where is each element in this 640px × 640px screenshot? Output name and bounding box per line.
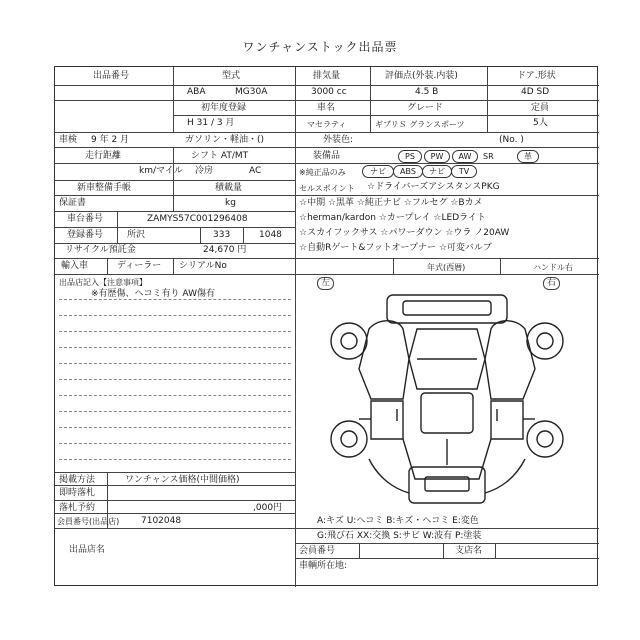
- displacement-value: 3000 cc: [311, 87, 347, 97]
- displacement-label: 排気量: [313, 71, 341, 81]
- plate-class: 333: [213, 230, 231, 240]
- notes-line-1: ※有歴傷、ヘコミ有り AW傷有: [91, 289, 215, 299]
- price-value: ワンチャンス価格(中間価格): [125, 475, 240, 485]
- capacity-label: 定員: [531, 103, 550, 113]
- legend-line-2: G:飛び石 XX:交換 S:サビ W:波有 P:塗装: [317, 531, 482, 541]
- grade-label: グレード: [407, 103, 444, 113]
- equipment-leather: 革: [517, 150, 539, 163]
- equipment-navi-2: ナビ: [422, 165, 452, 178]
- equipment-aw: AW: [452, 150, 478, 163]
- equipment-sr: SR: [483, 152, 494, 161]
- vehicle-location-label: 車輌所在地:: [299, 561, 348, 571]
- equipment-pw: PW: [424, 150, 450, 163]
- selling-points-label: セルスポイント: [299, 184, 355, 193]
- first-reg-value: H 31 / 3 月: [187, 118, 235, 128]
- diagram-left-label: 左: [317, 277, 334, 290]
- mileage-unit: km/マイル: [139, 166, 183, 176]
- lot-number-label: 出品番号: [93, 71, 130, 81]
- plate-number: 1048: [259, 230, 282, 240]
- model-prefix: ABA: [187, 87, 206, 97]
- document-title: ワンチャンストック出品票: [242, 40, 398, 54]
- mileage-label: 走行距離: [85, 151, 122, 161]
- car-damage-diagram: [299, 289, 595, 519]
- capacity-value: 5人: [533, 118, 548, 128]
- import-label: 輸入車: [61, 261, 89, 271]
- car-name-label: 車名: [317, 103, 336, 113]
- shift-value: シフト AT/MT: [191, 151, 249, 161]
- car-name-value: マセラティ: [307, 120, 347, 129]
- selling-point-2: ☆中期 ☆黒革 ☆純正ナビ ☆フルセグ ☆Bカメ: [299, 198, 483, 208]
- serial-number: シリアルNo: [179, 261, 227, 271]
- load-label: 積載量: [215, 183, 243, 193]
- handle-side: ハンドル右: [533, 263, 573, 272]
- selling-point-4: ☆スカイフックサス ☆パワーダウン ☆ウラ ノ20AW: [299, 228, 510, 238]
- equipment-tv: TV: [451, 165, 477, 178]
- import-value: ディーラー: [117, 261, 162, 271]
- selling-point-3: ☆herman/kardon ☆カープレイ ☆LEDライト: [299, 213, 486, 223]
- equipment-abs: ABS: [393, 165, 423, 178]
- color-number: (No. ): [499, 135, 524, 145]
- model-label: 型式: [222, 71, 241, 81]
- notes-label: 出品店記入【注意事項】: [59, 278, 147, 287]
- rating-value: 4.5 B: [415, 87, 439, 97]
- recycle-value: 24,670 円: [203, 245, 247, 255]
- first-reg-label: 初年度登録: [201, 103, 247, 113]
- model-year-label: 年式(西暦): [427, 263, 466, 272]
- model-value: MG30A: [235, 87, 268, 97]
- reserve-label: 落札予約: [59, 503, 96, 513]
- exterior-color-label: 外装色:: [323, 135, 354, 145]
- rating-label: 評価点(外装.内装): [385, 71, 458, 81]
- warranty-label: 保証書: [59, 198, 87, 208]
- vin-label: 車台番号: [67, 214, 104, 224]
- plate-label: 登録番号: [67, 230, 104, 240]
- member-number-label: 会員番号: [299, 546, 336, 556]
- doors-value: 4D SD: [521, 87, 550, 97]
- equipment-ps: PS: [398, 150, 422, 163]
- member-label: 会員番号(出品店): [57, 517, 120, 526]
- new-warranty-label: 新車整備手帳: [77, 183, 132, 193]
- selling-point-1: ☆ドライバーズアシスタンスPKG: [367, 182, 500, 192]
- diagram-right-label: 右: [543, 277, 560, 290]
- auction-sheet: [54, 66, 598, 586]
- equipment-label: 装備品: [313, 151, 341, 161]
- legend-line-1: A:キズ U:ヘコミ B:キズ・ヘコミ E:変色: [317, 516, 479, 526]
- inspection-label: 車検: [59, 135, 78, 145]
- equipment-navi: ナビ: [362, 165, 394, 178]
- recycle-label: リサイクル預託金: [65, 245, 136, 255]
- reserve-value: ,000円: [253, 503, 283, 513]
- plate-region: 所沢: [127, 230, 146, 240]
- dealer-name-label: 出品店名: [69, 545, 106, 555]
- fuel-type: ガソリン・軽油・(): [185, 135, 265, 145]
- equipment-note: ※純正品のみ: [299, 168, 346, 177]
- doors-label: ドア.形状: [517, 71, 556, 81]
- aircon-value: AC: [249, 166, 262, 176]
- inspection-value: 9 年 2 月: [91, 135, 130, 145]
- load-unit: kg: [225, 198, 236, 208]
- instant-label: 即時落札: [59, 488, 96, 498]
- member-value: 7102048: [141, 516, 182, 526]
- price-label: 掲載方法: [59, 475, 96, 485]
- aircon-label: 冷房: [195, 166, 214, 176]
- selling-point-5: ☆自動Rゲート&フットオープナー ☆可変バルブ: [299, 243, 492, 253]
- grade-value: ギブリＳ グランスポーツ: [375, 120, 465, 129]
- branch-name-label: 支店名: [455, 546, 483, 556]
- vin-value: ZAMYS57C001296408: [147, 214, 248, 224]
